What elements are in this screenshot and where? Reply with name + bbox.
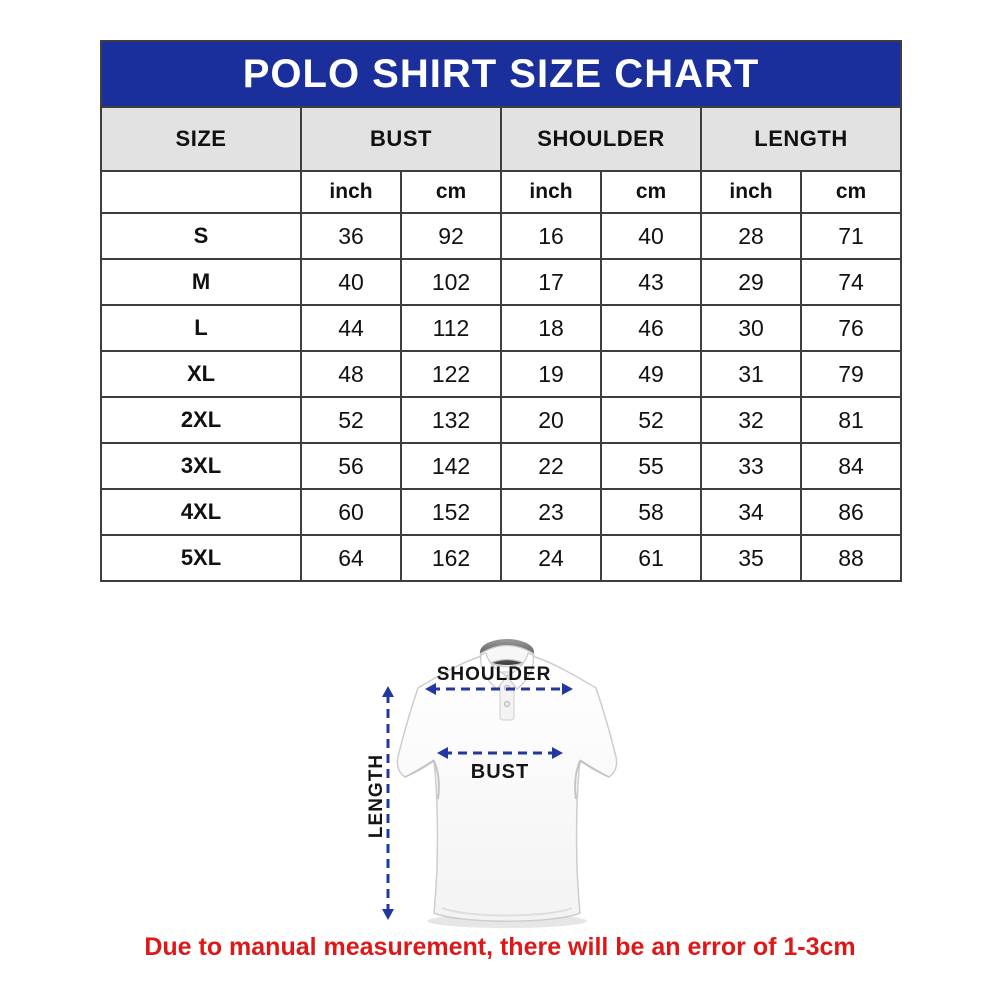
value-cell: 44 bbox=[301, 305, 401, 351]
size-cell: 3XL bbox=[101, 443, 301, 489]
value-cell: 152 bbox=[401, 489, 501, 535]
value-cell: 48 bbox=[301, 351, 401, 397]
value-cell: 23 bbox=[501, 489, 601, 535]
size-cell: 2XL bbox=[101, 397, 301, 443]
value-cell: 32 bbox=[701, 397, 801, 443]
button-bottom bbox=[504, 701, 509, 706]
value-cell: 52 bbox=[601, 397, 701, 443]
value-cell: 34 bbox=[701, 489, 801, 535]
size-cell: 5XL bbox=[101, 535, 301, 581]
bust-label: BUST bbox=[470, 761, 530, 783]
col-header-length: LENGTH bbox=[701, 107, 901, 171]
value-cell: 58 bbox=[601, 489, 701, 535]
length-arrowhead-top bbox=[382, 686, 394, 697]
table-row-5xl bbox=[101, 535, 901, 581]
table-row-l bbox=[101, 305, 901, 351]
unit-shoulder-inch: inch bbox=[501, 171, 601, 213]
value-cell: 84 bbox=[801, 443, 901, 489]
size-cell: 4XL bbox=[101, 489, 301, 535]
col-header-size: SIZE bbox=[101, 107, 301, 171]
table-row-3xl bbox=[101, 443, 901, 489]
value-cell: 35 bbox=[701, 535, 801, 581]
measurement-diagram bbox=[350, 630, 670, 940]
value-cell: 20 bbox=[501, 397, 601, 443]
shoulder-label: SHOULDER bbox=[436, 664, 552, 685]
value-cell: 40 bbox=[601, 213, 701, 259]
column-group-row bbox=[101, 107, 901, 171]
size-cell: S bbox=[101, 213, 301, 259]
unit-bust-inch: inch bbox=[301, 171, 401, 213]
value-cell: 81 bbox=[801, 397, 901, 443]
value-cell: 88 bbox=[801, 535, 901, 581]
value-cell: 56 bbox=[301, 443, 401, 489]
value-cell: 86 bbox=[801, 489, 901, 535]
size-cell: XL bbox=[101, 351, 301, 397]
value-cell: 29 bbox=[701, 259, 801, 305]
value-cell: 122 bbox=[401, 351, 501, 397]
value-cell: 162 bbox=[401, 535, 501, 581]
value-cell: 33 bbox=[701, 443, 801, 489]
value-cell: 36 bbox=[301, 213, 401, 259]
value-cell: 112 bbox=[401, 305, 501, 351]
value-cell: 76 bbox=[801, 305, 901, 351]
col-header-shoulder: SHOULDER bbox=[501, 107, 701, 171]
table-row-2xl bbox=[101, 397, 901, 443]
value-cell: 60 bbox=[301, 489, 401, 535]
value-cell: 17 bbox=[501, 259, 601, 305]
unit-bust-cm: cm bbox=[401, 171, 501, 213]
value-cell: 92 bbox=[401, 213, 501, 259]
value-cell: 46 bbox=[601, 305, 701, 351]
table-row-m bbox=[101, 259, 901, 305]
value-cell: 55 bbox=[601, 443, 701, 489]
value-cell: 24 bbox=[501, 535, 601, 581]
value-cell: 52 bbox=[301, 397, 401, 443]
table-row-s bbox=[101, 213, 901, 259]
value-cell: 22 bbox=[501, 443, 601, 489]
size-chart-table bbox=[100, 40, 902, 582]
table-row-xl bbox=[101, 351, 901, 397]
measurement-note: Due to manual measurement, there will be an error of 1-3cm bbox=[144, 933, 856, 961]
value-cell: 64 bbox=[301, 535, 401, 581]
value-cell: 28 bbox=[701, 213, 801, 259]
col-header-bust: BUST bbox=[301, 107, 501, 171]
value-cell: 30 bbox=[701, 305, 801, 351]
size-cell: L bbox=[101, 305, 301, 351]
value-cell: 102 bbox=[401, 259, 501, 305]
chart-title: POLO SHIRT SIZE CHART bbox=[101, 41, 901, 107]
unit-length-inch: inch bbox=[701, 171, 801, 213]
value-cell: 74 bbox=[801, 259, 901, 305]
value-cell: 61 bbox=[601, 535, 701, 581]
value-cell: 16 bbox=[501, 213, 601, 259]
value-cell: 18 bbox=[501, 305, 601, 351]
value-cell: 132 bbox=[401, 397, 501, 443]
units-row bbox=[101, 171, 901, 213]
unit-shoulder-cm: cm bbox=[601, 171, 701, 213]
value-cell: 49 bbox=[601, 351, 701, 397]
value-cell: 71 bbox=[801, 213, 901, 259]
value-cell: 43 bbox=[601, 259, 701, 305]
size-cell: M bbox=[101, 259, 301, 305]
value-cell: 40 bbox=[301, 259, 401, 305]
value-cell: 31 bbox=[701, 351, 801, 397]
value-cell: 79 bbox=[801, 351, 901, 397]
length-label: LENGTH bbox=[366, 753, 387, 839]
value-cell: 19 bbox=[501, 351, 601, 397]
value-cell: 142 bbox=[401, 443, 501, 489]
length-arrowhead-bottom bbox=[382, 909, 394, 920]
title-banner-row bbox=[101, 41, 901, 107]
table-row-4xl bbox=[101, 489, 901, 535]
unit-length-cm: cm bbox=[801, 171, 901, 213]
units-empty-cell bbox=[101, 171, 301, 213]
